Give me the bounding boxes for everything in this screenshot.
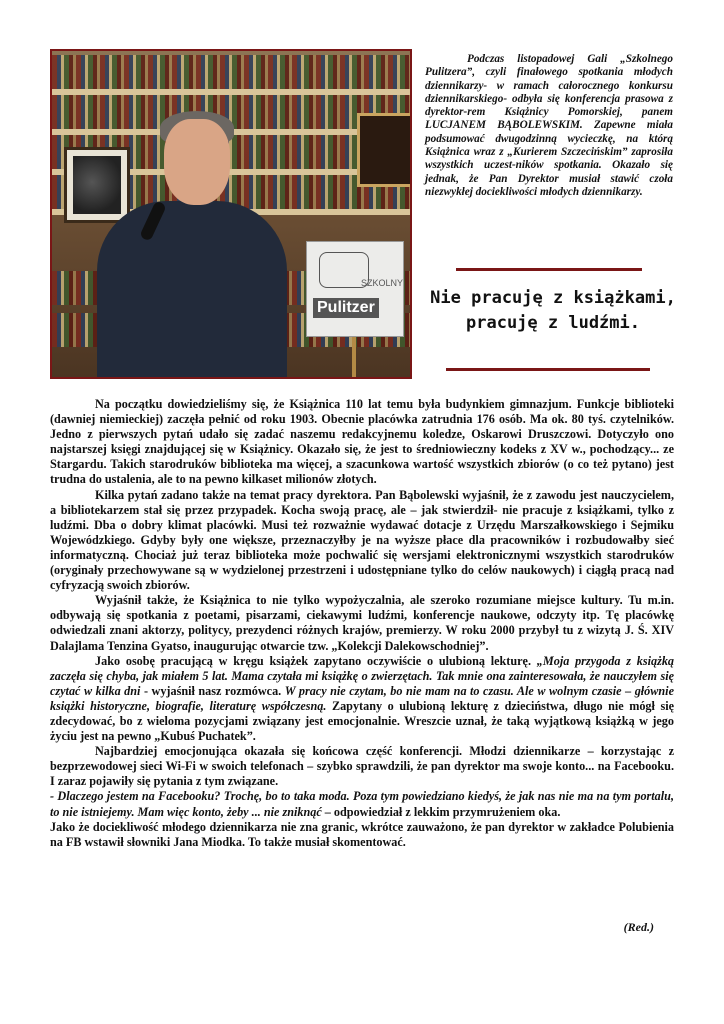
headline-rule-bottom — [446, 368, 650, 371]
speaker-head — [164, 119, 230, 205]
poster-logo-small: SZKOLNY — [361, 278, 404, 288]
text-span: – odpowiedział z lekkim przymrużeniem oka. — [321, 804, 561, 819]
article-paragraph: Wyjaśnił także, że Książnica to nie tylko wypożyczalnia, ale szeroko rozumiane miejsce kultury. Tu m.in. odbywają się spotkania z poetami, pisarzami, ciekawymi ludźmi, konferencje naukowe, odczyty itp. Tę placówkę odwiedzali znani aktorzy, politycy, prezydenci różnych krajów, premierzy. W roku 2000 przybył tu z wizytą J. Ś. XIV Dalajlama Tenzina Gyatso, inaugurując otwarcie tzw. „Kolekcji Dalekowschodniej”. — [50, 593, 674, 653]
article-paragraph: Jako że dociekliwość młodego dziennikarza nie zna granic, wkrótce zauważono, że pan dyrektor w zakładce Polubienia na FB wstawił słowniki Jana Miodka. To także musiał skomentować. — [50, 819, 674, 849]
quote-span: - Dlaczego jestem na Facebooku? Trochę, bo to taka moda. Poza tym powiedziano kiedyś, że jak nas nie ma na tym portalu, to nie istniejemy. Mam więc konto, żeby ... nie zniknąć — [50, 789, 674, 819]
bookshelf-row — [52, 55, 410, 89]
article-paragraph — [50, 654, 674, 745]
pulitzer-poster — [306, 241, 404, 337]
intro-text: Podczas listopadowej Gali „Szkolnego Pulitzera”, czyli finałowego spotkania młodych dziennikarzy- w ramach całorocznego konkursu dziennikarskiego- odbyła się konferencja prasowa z dyrektor-rem Książnicy Pomorskiej, panem LUCJANEM BĄBOLEWSKIM. Zapewne miała podsumować dwugodzinną wycieczkę, na którą Książnica wraz z „Kurierem Szczecińskim” zaprosiła wszystkich uczest-ników spotkania. Okazało się jednak, że Pan Dyrektor musiał stawić czoła niezwykłej dociekliwości młodych dziennikarzy. — [425, 53, 673, 198]
headline-line-2: pracuję z ludźmi. — [466, 313, 640, 333]
article-paragraph: Na początku dowiedzieliśmy się, że Książnica 110 lat temu była budynkiem gimnazjum. Funkcje biblioteki (dawniej niemieckiej) zaczęła pełnić od roku 1903. Obecnie placówka zatrudnia 176 osób. Ma ok. 80 tyś. czytelników. Jedno z pierwszych pytań udało się zadać naszemu redakcyjnemu koledze, Oskarowi Druszczowi. Dotyczyło ono najstarszej księgi znajdującej się w Książnicy. Okazało się, że jest to średniowieczny kodeks z XV w., pochodzący... ze Stargardu. Takich starodruków biblioteka ma więcej, a szacunkowa wartość wszystkich zbiorów (o co też pytano) jest trudna do ustalenia, ale to na pewno kilkaset milionów złotych. — [50, 397, 674, 487]
text-span: Zapytany o ulubioną lekturę z dzieciństwa, długo nie mógł się zdecydować, bo z wieloma pozycjami związany jest emocjonalnie. Wreszcie uznał, że taką wyjątkową książką w jego życiu jest na pewno „Kubuś Puchatek”. — [50, 698, 674, 744]
speaker-figure — [97, 201, 287, 379]
quote-span: „Moja przygoda z książką zaczęła się chyba, jak miałem 5 lat. Mama czytała mi książkę o zwierzętach. Tak mnie ona zainteresowała, że nauczyłem się czytać w kilka dni — [50, 653, 675, 698]
headline-rule-top — [456, 268, 642, 271]
article-paragraph: Najbardziej emocjonująca okazała się końcowa część konferencji. Młodzi dziennikarze – korzystając z bezprzewodowej sieci Wi-Fi w swoich telefonach – szybko sprawdzili, że pan dyrektor ma swoje konto... na Facebooku. I zaraz pojawiły się pytania z tym związane. — [50, 744, 674, 789]
headline-line-1: Nie pracuję z książkami, — [430, 288, 676, 308]
framed-picture — [64, 147, 130, 223]
easel — [352, 337, 356, 379]
article-photo — [50, 49, 412, 379]
headline — [422, 286, 684, 336]
signature: (Red.) — [623, 920, 654, 934]
text-span: - wyjaśnił nasz rozmówca. — [140, 683, 285, 698]
article-body — [50, 397, 674, 850]
text-span: Jako osobę pracującą w kręgu książek zapytano oczywiście o ulubioną lekturę. — [95, 653, 537, 668]
framed-picture — [357, 113, 412, 187]
article-paragraph — [50, 789, 674, 819]
article-paragraph: Kilka pytań zadano także na temat pracy dyrektora. Pan Bąbolewski wyjaśnił, że z zawodu jest nauczycielem, a bibliotekarzem stał się przez przypadek. Kocha swoją pracę, ale – jak stwierdził- nie pracuje z książkami, tylko z ludźmi. Dba o dobry klimat placówki. Musi też rozważnie wydawać dotacje z Urzędu Marszałkowskiego i Sejmiku Wojewódzkiego. Gdyby były one większe, przeznaczyłby je na wyższe płace dla pracowników i rozbudowałby sieć informatyczną. Chociaż już teraz biblioteka może pochwalić się wersjami elektronicznymi wszystkich starodruków (oryginały przechowywane są w wydzielonej przestrzeni i udostępniane tylko do celów naukowych) i ciągłą pracą nad cyfryzacją swoich zbiorów. — [50, 487, 674, 593]
quote-span: W pracy nie czytam, bo nie mam na to czasu. Ale w wolnym czasie – głównie książki historyczne, biografie, literaturę współczesną. — [50, 683, 674, 713]
intro-paragraph — [425, 53, 673, 199]
poster-logo: Pulitzer — [313, 298, 379, 318]
